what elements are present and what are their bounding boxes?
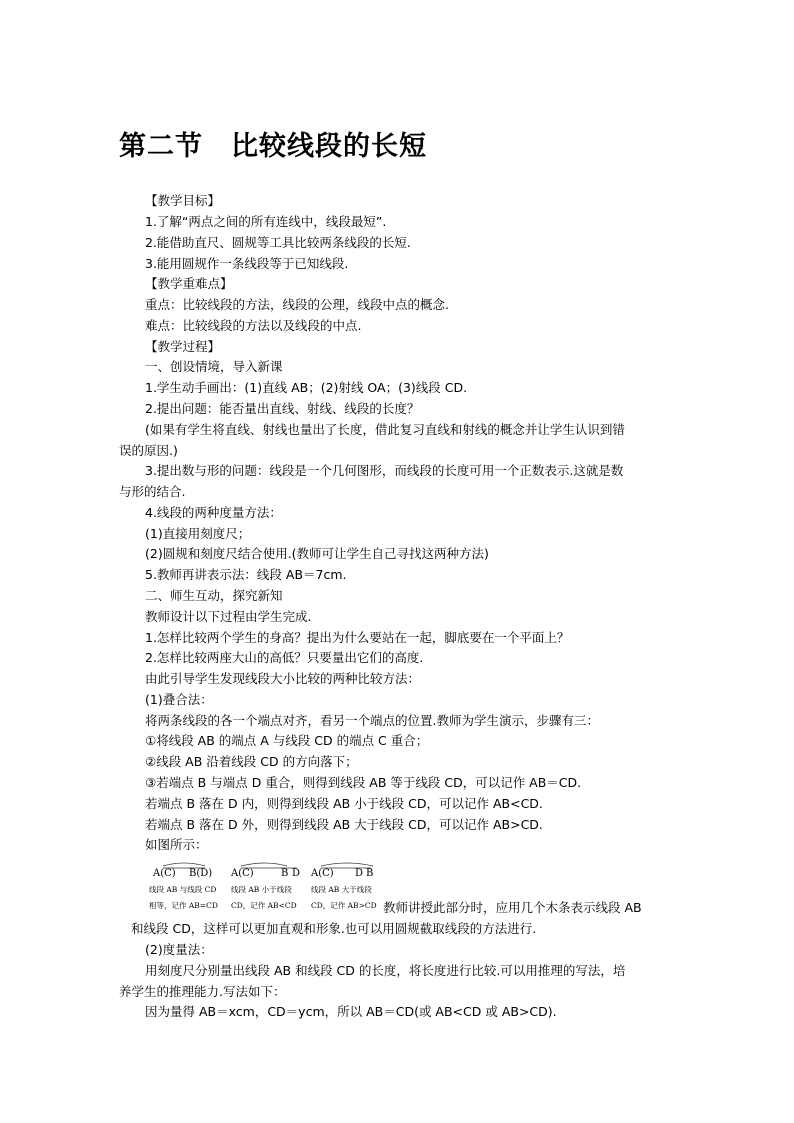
section-heading-objectives: 【教学目标】 — [145, 193, 221, 208]
text-line: 2.怎样比较两座大山的高低？只要量出它们的高度. — [145, 650, 424, 665]
text-line: 3.提出数与形的问题：线段是一个几何图形，而线段的长度可用一个正数表示.这就是数 — [145, 463, 624, 478]
text-line: (2)圆规和刻度尺结合使用.(教师可让学生自己寻找这两种方法) — [145, 546, 489, 561]
text-line: 1.了解“两点之间的所有连线中，线段最短”. — [145, 214, 387, 229]
text-line: 二、师生互动，探究新知 — [145, 588, 283, 603]
figure-point-label: D — [292, 868, 301, 879]
section-heading-process: 【教学过程】 — [145, 339, 221, 354]
text-line: ②线段 AB 沿着线段 CD 的方向落下； — [145, 754, 358, 769]
text-line: 4.线段的两种度量方法： — [145, 505, 282, 520]
figure-caption: 线段 AB 小于线段 — [231, 885, 292, 894]
text-line: ①将线段 AB 的端点 A 与线段 CD 的端点 C 重合； — [145, 733, 429, 748]
figure-caption: CD，记作 AB<CD — [231, 901, 297, 910]
text-line: 若端点 B 落在 D 外，则得到线段 AB 大于线段 CD，可以记作 AB>CD. — [145, 817, 543, 832]
text-line: 与形的结合. — [119, 484, 186, 499]
page-title: 第二节 比较线段的长短 — [119, 131, 427, 162]
text-line: 3.能用圆规作一条线段等于已知线段. — [145, 256, 349, 271]
figure-point-label: B(D) — [189, 868, 213, 879]
text-line: 将两条线段的各一个端点对齐，看另一个端点的位置.教师为学生演示，步骤有三： — [145, 713, 599, 728]
figure-caption: 相等，记作 AB=CD — [149, 901, 218, 910]
figure-point-label: A(C) — [311, 868, 334, 879]
figure-caption: 线段 AB 大于线段 — [311, 885, 372, 894]
text-line: 一、创设情境，导入新课 — [145, 359, 283, 374]
text-line: 如图所示： — [145, 837, 208, 852]
text-line: 用刻度尺分别量出线段 AB 和线段 CD 的长度，将长度进行比较.可以用推理的写法，培 — [145, 963, 626, 978]
text-line: 重点：比较线段的方法，线段的公理，线段中点的概念. — [145, 297, 449, 312]
figure-point-label: A(C) — [231, 868, 254, 879]
text-line: 若端点 B 落在 D 内，则得到线段 AB 小于线段 CD，可以记作 AB<CD. — [145, 796, 543, 811]
text-line: 1.怎样比较两个学生的身高？提出为什么要站在一起，脚底要在一个平面上？ — [145, 630, 570, 645]
text-line: (2)度量法： — [145, 942, 213, 957]
text-line: 养学生的推理能力.写法如下： — [119, 984, 286, 999]
text-line: (如果有学生将直线、射线也量出了长度，借此复习直线和射线的概念并让学生认识到错 — [145, 422, 625, 437]
text-line: 1.学生动手画出：(1)直线 AB；(2)射线 OA；(3)线段 CD. — [145, 380, 468, 395]
figure-caption: CD，记作 AB>CD — [311, 901, 377, 910]
text-line: 因为量得 AB＝xcm，CD＝ycm，所以 AB＝CD(或 AB<CD 或 AB>CD). — [145, 1004, 557, 1019]
text-line: (1)叠合法： — [145, 692, 213, 707]
text-line: 2.提出问题：能否量出直线、射线、线段的长度？ — [145, 401, 420, 416]
text-line: 误的原因.) — [119, 443, 178, 458]
figure-caption: 线段 AB 与线段 CD — [149, 885, 217, 894]
figure-point-label: B — [366, 868, 374, 879]
text-line: ③若端点 B 与端点 D 重合，则得到线段 AB 等于线段 CD，可以记作 AB＝CD. — [145, 775, 582, 790]
text-line: 教师设计以下过程由学生完成. — [145, 609, 312, 624]
figure-point-label: D — [355, 868, 364, 879]
figure-point-label: B — [281, 868, 289, 879]
text-line: 5.教师再讲表示法：线段 AB＝7cm. — [145, 567, 347, 582]
text-line: 由此引导学生发现线段大小比较的两种比较方法： — [145, 671, 421, 686]
text-line: 2.能借助直尺、圆规等工具比较两条线段的长短. — [145, 235, 411, 250]
text-line: 难点：比较线段的方法以及线段的中点. — [145, 318, 362, 333]
section-heading-key-points: 【教学重难点】 — [145, 276, 233, 291]
figure-point-label: A(C) — [153, 868, 176, 879]
text-line: 和线段 CD，这样可以更加直观和形象.也可以用圆规截取线段的方法进行. — [131, 921, 537, 936]
segment-comparison-figure — [145, 856, 385, 916]
text-line: 教师讲授此部分时，应用几个木条表示线段 AB — [383, 900, 642, 915]
text-line: (1)直接用刻度尺； — [145, 526, 251, 541]
